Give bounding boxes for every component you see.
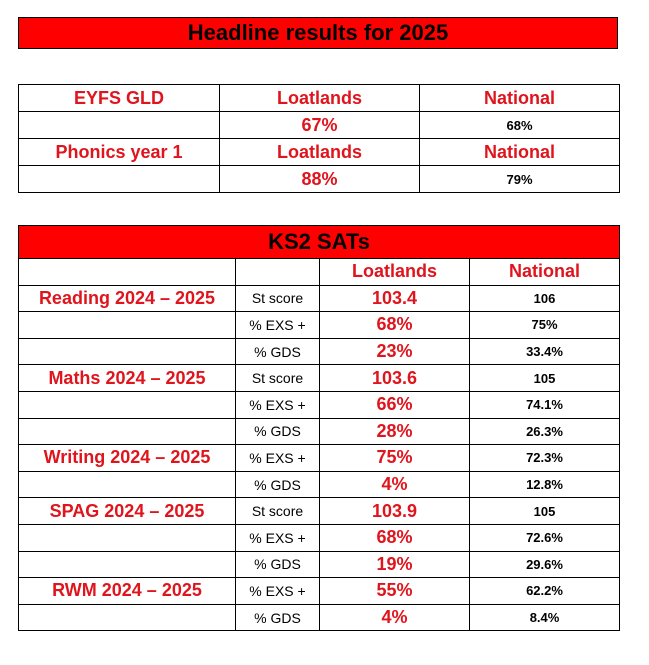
school-value: 66% xyxy=(320,391,470,418)
metric-label: % GDS xyxy=(236,471,320,498)
ks2-title: KS2 SATs xyxy=(19,226,620,259)
metric-label: % GDS xyxy=(236,551,320,578)
empty-cell xyxy=(236,259,320,286)
ks2-row xyxy=(19,471,620,498)
headline-title: Headline results for 2025 xyxy=(187,20,449,45)
metric-label: % GDS xyxy=(236,418,320,445)
phonics-header-row xyxy=(19,139,620,166)
school-value: 103.6 xyxy=(320,365,470,392)
empty-cell xyxy=(19,259,236,286)
ks2-row xyxy=(19,312,620,339)
school-value: 55% xyxy=(320,578,470,605)
phonics-label: Phonics year 1 xyxy=(19,139,220,166)
ks2-row xyxy=(19,391,620,418)
phonics-school-header: Loatlands xyxy=(220,139,420,166)
empty-cell xyxy=(19,112,220,139)
metric-label: % EXS + xyxy=(236,445,320,472)
national-value: 106 xyxy=(470,285,620,312)
ks2-row xyxy=(19,551,620,578)
school-value: 23% xyxy=(320,338,470,365)
subject-label xyxy=(19,338,236,365)
school-value: 4% xyxy=(320,604,470,631)
eyfs-value-row xyxy=(19,112,620,139)
eyfs-national-value: 68% xyxy=(420,112,620,139)
school-value: 28% xyxy=(320,418,470,445)
ks2-row xyxy=(19,524,620,551)
metric-label: % GDS xyxy=(236,604,320,631)
metric-label: St score xyxy=(236,498,320,525)
national-value: 75% xyxy=(470,312,620,339)
metric-label: % EXS + xyxy=(236,524,320,551)
ks2-row xyxy=(19,418,620,445)
school-value: 19% xyxy=(320,551,470,578)
subject-label xyxy=(19,391,236,418)
ks2-row xyxy=(19,285,620,312)
national-value: 105 xyxy=(470,498,620,525)
phonics-value-row xyxy=(19,166,620,193)
subject-label: RWM 2024 – 2025 xyxy=(19,578,236,605)
metric-label: St score xyxy=(236,365,320,392)
subject-label xyxy=(19,418,236,445)
national-value: 62.2% xyxy=(470,578,620,605)
ks2-row xyxy=(19,578,620,605)
subject-label: Maths 2024 – 2025 xyxy=(19,365,236,392)
school-value: 68% xyxy=(320,524,470,551)
ks2-row xyxy=(19,445,620,472)
national-value: 72.6% xyxy=(470,524,620,551)
subject-label xyxy=(19,471,236,498)
ks2-school-header: Loatlands xyxy=(320,259,470,286)
eyfs-school-value: 67% xyxy=(220,112,420,139)
school-value: 75% xyxy=(320,445,470,472)
school-value: 103.4 xyxy=(320,285,470,312)
eyfs-school-header: Loatlands xyxy=(220,85,420,112)
metric-label: St score xyxy=(236,285,320,312)
phonics-national-value: 79% xyxy=(420,166,620,193)
headline-banner xyxy=(18,17,618,49)
national-value: 26.3% xyxy=(470,418,620,445)
subject-label: Writing 2024 – 2025 xyxy=(19,445,236,472)
national-value: 74.1% xyxy=(470,391,620,418)
school-value: 103.9 xyxy=(320,498,470,525)
ks2-national-header: National xyxy=(470,259,620,286)
national-value: 72.3% xyxy=(470,445,620,472)
subject-label xyxy=(19,312,236,339)
ks2-table xyxy=(18,225,620,631)
metric-label: % EXS + xyxy=(236,391,320,418)
metric-label: % GDS xyxy=(236,338,320,365)
empty-cell xyxy=(19,166,220,193)
metric-label: % EXS + xyxy=(236,312,320,339)
ks2-row xyxy=(19,338,620,365)
national-value: 105 xyxy=(470,365,620,392)
ks2-row xyxy=(19,498,620,525)
ks2-row xyxy=(19,604,620,631)
subject-label: SPAG 2024 – 2025 xyxy=(19,498,236,525)
headline-table xyxy=(18,84,620,193)
ks2-title-row xyxy=(19,226,620,259)
metric-label: % EXS + xyxy=(236,578,320,605)
phonics-national-header: National xyxy=(420,139,620,166)
national-value: 29.6% xyxy=(470,551,620,578)
school-value: 4% xyxy=(320,471,470,498)
ks2-row xyxy=(19,365,620,392)
national-value: 8.4% xyxy=(470,604,620,631)
subject-label xyxy=(19,524,236,551)
subject-label: Reading 2024 – 2025 xyxy=(19,285,236,312)
school-value: 68% xyxy=(320,312,470,339)
national-value: 33.4% xyxy=(470,338,620,365)
national-value: 12.8% xyxy=(470,471,620,498)
subject-label xyxy=(19,604,236,631)
phonics-school-value: 88% xyxy=(220,166,420,193)
ks2-column-header-row xyxy=(19,259,620,286)
subject-label xyxy=(19,551,236,578)
eyfs-label: EYFS GLD xyxy=(19,85,220,112)
eyfs-header-row xyxy=(19,85,620,112)
eyfs-national-header: National xyxy=(420,85,620,112)
